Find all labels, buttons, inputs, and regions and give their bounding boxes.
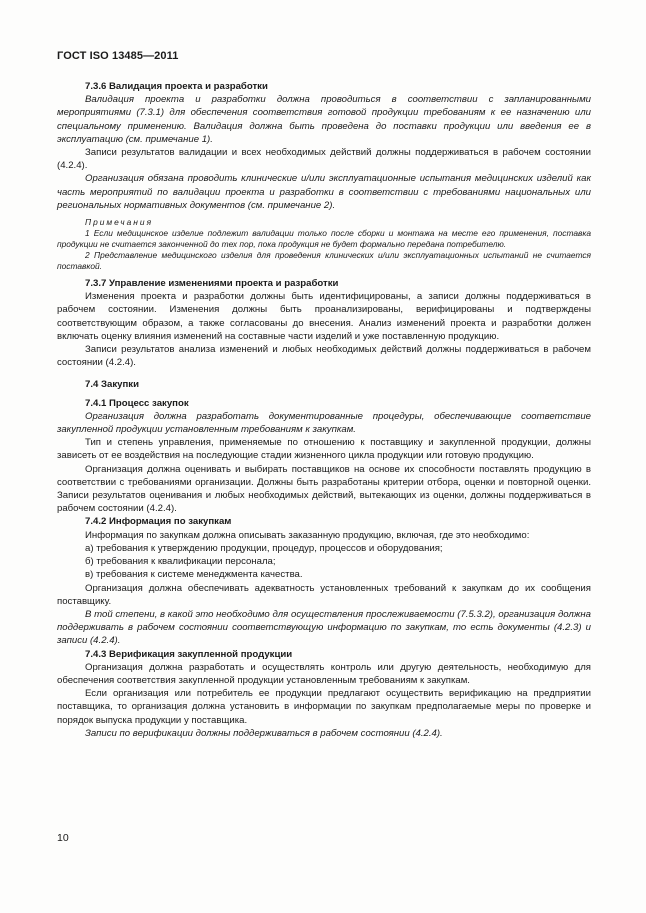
page-header: ГОСТ ISO 13485—2011 — [57, 50, 179, 62]
section-7-4-3-paragraph-1: Организация должна разработать и осуществлять контроль или другую деятельность, необходимую для обеспечения соответствия закупленной продукции установленным требованиям к закупкам. — [57, 661, 591, 686]
section-7-4-1-heading: 7.4.1 Процесс закупок — [85, 397, 189, 409]
section-7-3-6-heading: 7.3.6 Валидация проекта и разработки — [85, 81, 268, 92]
section-7-3-6-paragraph-3: Организация обязана проводить клинические и/или эксплуатационные испытания медицинских изделий как часть мероприятий по валидации проекта и разработки в соответствии с требованиями национальных или региональных нормативных документов (см. примечание 2). — [57, 173, 591, 211]
section-7-4-3-paragraph-3: Записи по верификации должны поддерживаться в рабочем состоянии (4.2.4). — [85, 727, 443, 739]
list-item: а) требования к утверждению продукции, процедур, процессов и оборудования; — [85, 542, 443, 554]
section-7-4-2-heading: 7.4.2 Информация по закупкам — [85, 516, 232, 528]
note-1: 1 Если медицинское изделие подлежит валидации только после сборки и монтажа на месте его применения, поставка продукции не считается законченной до тех пор, пока продукция не будет формально передана потребителю. — [57, 228, 591, 250]
section-7-4-2-paragraph-3: В той степени, в какой это необходимо для осуществления прослеживаемости (7.5.3.2), организация должна поддерживать в рабочем состоянии соответствующую информацию по закупкам, то есть документы (4.2.3) и записи (4.2.4). — [57, 608, 591, 647]
notes-title: Примечания — [85, 217, 154, 228]
requirements-list — [57, 542, 591, 582]
section-7-3-7-heading: 7.3.7 Управление изменениями проекта и разработки — [85, 278, 339, 290]
section-7-3-7-paragraph-1: Изменения проекта и разработки должны быть идентифицированы, а записи должны поддерживаться в рабочем состоянии. Изменения должны быть проанализированы, верифицированы и подтверждены соответствующим образом, а также согласованы до внесения. Анализ изменений проекта и разработки должен включать оценку влияния изменений на составные части изделий и уже поставленную продукцию. — [57, 291, 591, 342]
note-2: 2 Представление медицинского изделия для проведения клинических и/или эксплуатационных испытаний не считается поставкой. — [57, 250, 591, 272]
section-7-4-2-paragraph-1: Информация по закупкам должна описывать заказанную продукцию, включая, где это необходимо: — [85, 529, 530, 541]
section-7-4-1-paragraph-3: Организация должна оценивать и выбирать поставщиков на основе их способности поставлять продукцию в соответствии с требованиями организации. Должны быть разработаны критерии отбора, оценки и повторной оценки. Записи результатов оценивания и любых необходимых действий, вытекающих из оценки, должны поддерживаться в рабочем состоянии (4.2.4). — [57, 463, 591, 515]
page-content — [57, 80, 591, 740]
notes-block — [57, 217, 591, 272]
section-7-3-7-paragraph-2: Записи результатов анализа изменений и любых необходимых действий должны поддерживаться в рабочем состоянии (4.2.4). — [57, 344, 591, 369]
list-item: б) требования к квалификации персонала; — [85, 556, 276, 568]
section-7-4-1-paragraph-2: Тип и степень управления, применяемые по отношению к поставщику и закупленной продукции, должны зависеть от ее воздействия на последующие стадии жизненного цикла продукции или готовую продукцию. — [57, 437, 591, 462]
section-7-3-6-paragraph-2: Записи результатов валидации и всех необходимых действий должны поддерживаться в рабочем состоянии (4.2.4). — [57, 147, 591, 172]
section-7-4-1-paragraph-1: Организация должна разработать документированные процедуры, обеспечивающие соответствие закупленной продукции установленным требованиям к закупкам. — [57, 410, 591, 436]
section-7-4-3-paragraph-2: Если организация или потребитель ее продукции предлагают осуществить верификацию на предприятии поставщика, то организация должна установить в информации по закупкам предполагаемые меры по проверке и порядок выпуска продукции у поставщика. — [57, 688, 591, 726]
section-7-4-3-heading: 7.4.3 Верификация закупленной продукции — [85, 648, 293, 660]
section-7-4-2-paragraph-2: Организация должна обеспечивать адекватность установленных требований к закупкам до их сообщения поставщику. — [57, 582, 591, 607]
list-item: в) требования к системе менеджмента качества. — [85, 569, 303, 581]
page-number: 10 — [57, 832, 69, 844]
section-7-4-heading: 7.4 Закупки — [85, 379, 139, 391]
section-7-3-6-paragraph-1: Валидация проекта и разработки должна проводиться в соответствии с запланированными мероприятиями (7.3.1) для обеспечения соответствия готовой продукции требованиям к ее назначению или специальному применению. Валидация должна быть проведена до поставки продукции или введения ее в эксплуатацию (см. примечание 1). — [57, 94, 591, 145]
